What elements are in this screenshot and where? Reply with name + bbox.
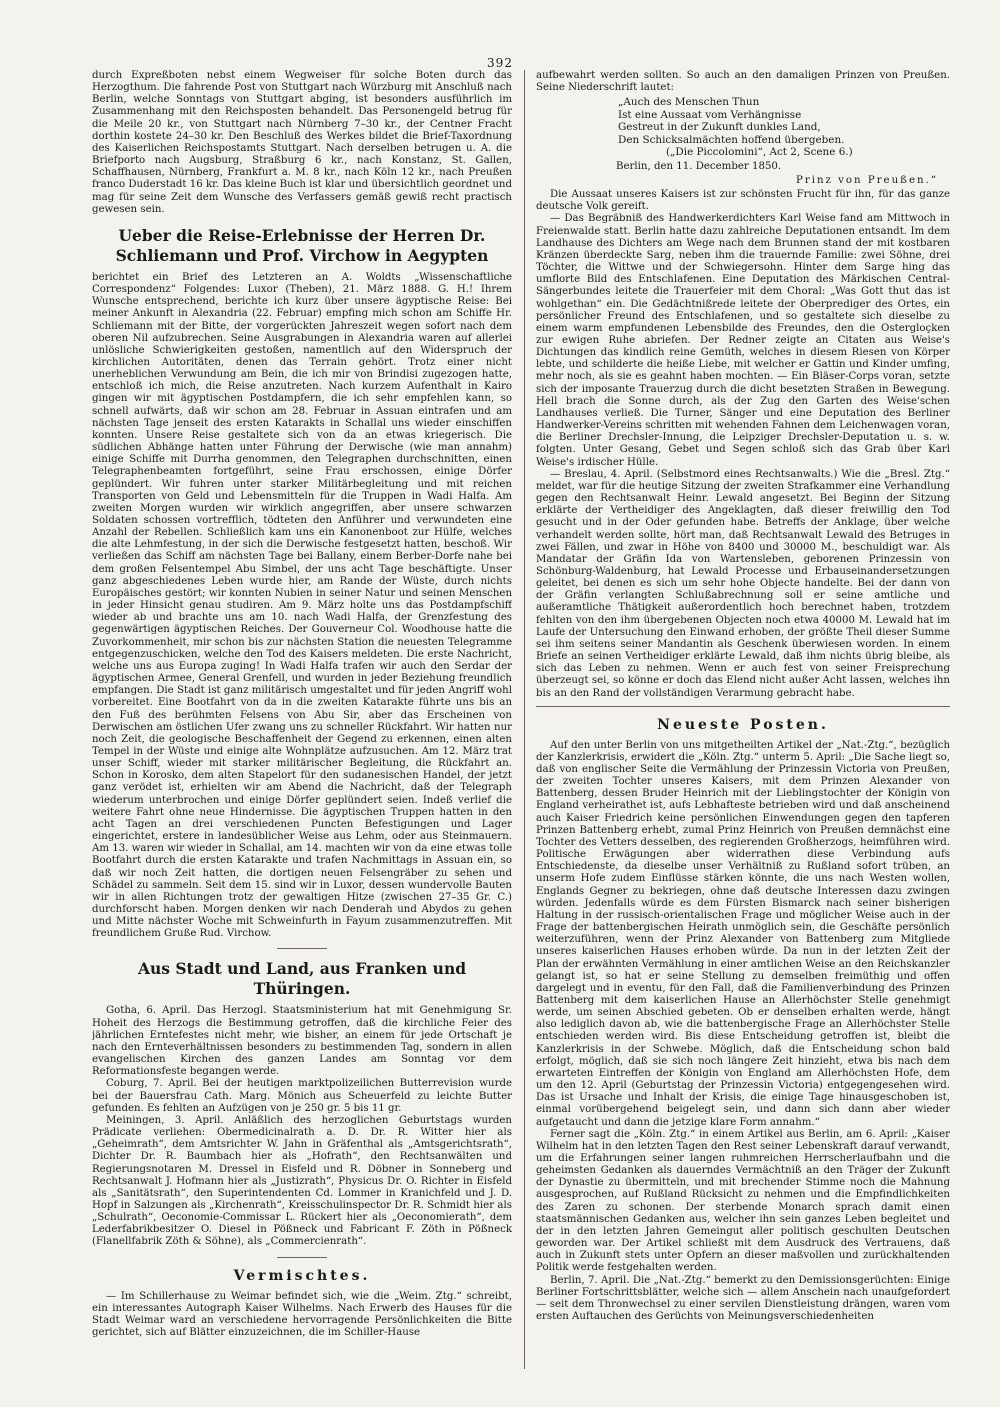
heading-schliemann-virchow: Ueber die Reise-Erlebnisse der Herren Dr. Schliemann und Prof. Virchow in Aegypten [115, 225, 489, 265]
verse-citation: („Die Piccolomini“, Act 2, Scene 6.) [666, 146, 853, 159]
news-schillerhaus: — Im Schillerhause zu Weimar befindet sich, wie die „Weim. Ztg.“ schreibt, ein interessantes Autograph Kaiser Wilhelms. Nach Erwerb des Hauses für die Stadt Weimar ward an verschiedene hervorragende Persönlichkeiten die Bitte gerichtet, sich auf Blätter einzuzeichnen, die im Schiller-Hause [92, 1290, 512, 1339]
news-weise-funeral: — Das Begräbniß des Handwerkerdichters Karl Weise fand am Mittwoch in Freienwalde statt. Berlin hatte dazu zahlreiche Deputationen entsandt. Im dem Landhause des Dichters am Wege nach dem Brunnen stand der mit kostbaren Kränzen überdeckte Sarg, neben ihm die trauernde Familie: zwei Söhne, drei Töchter, die Wittwe und der Schwiegersohn. Hinter dem Sarge hing das umflorte Bild des Entschlafenen. Eine Deputation des Märkischen Central-Sängerbundes leitete die Trauerfeier mit dem Choral: „Was Gott thut das ist wohlgethan“ ein. Die Gedächtnißrede leitete der Oberprediger des Ortes, ein persönlicher Freund des Entschlafenen, und so gestaltete sich dieselbe zu einem warm empfundenen Lebensbilde des Freundes, den die Ostergloçken zur ewigen Ruhe abriefen. Der Redner zeigte an Citaten aus Weise's Dichtungen das kindlich reine Gemüth, welches in diesem Riesen von Körper lebte, und schilderte die heiße Liebe, mit welcher er Gattin und Kinder umfing, mehr noch, als sie es geahnt haben mochten. — Ein Bläser-Corps voran, setzte sich der imposante Trauerzug durch die dicht besetzten Straßen in Bewegung. Hell brach die Sonne durch, als der Zug den Garten des Weise'schen Landhauses verließ. Die Turner, Sänger und eine Deputation des Berliner Handwerker-Vereins schritten mit wehenden Fahnen dem Leichenwagen voran, die Berliner Drechsler-Innung, die Leipziger Drechsler-Deputation u. s. w. folgten. Unter Gesang, Gebet und Segen schloß sich das Grab über Karl Weise's irdischer Hülle. [536, 213, 950, 468]
heading-stadt-und-land: Aus Stadt und Land, aus Franken und Thüringen. [137, 959, 467, 999]
section-divider [536, 706, 950, 707]
news-meiningen: Meiningen, 3. April. Anläßlich des herzoglichen Geburtstags wurden Prädicate verliehen: Obermedicinalrath a. D. Dr. R. Witter hier als „Geheimrath“, dem Amtsrichter W. Jahn in Gräfenthal als „Amtsgerichtsrath“, Dichter Dr. R. Baumbach hier als „Hofrath“, den Rechtsanwälten und Regierungsnotaren M. Dressel in Eisfeld und R. Döbner in Sonneberg und Rechtsanwalt J. Hofmann hier als „Justizrath“, Physicus Dr. O. Richter in Eisfeld als „Sanitätsrath“, den Superintendenten Cd. Lommer in Kranichfeld und J. D. Hopf in Salzungen als „Kirchenrath“, Kreisschulinspector Dr. R. Schmidt hier als „Schulrath“, Oeconomie-Commissar L. Rückert hier als „Oeconomierath“, dem Lederfabrikbesitzer O. Diesel in Pößneck und Fabricant F. Zöth in Pößneck (Flanellfabrik Zöth & Söhne), als „Commercienrath“. [92, 1114, 512, 1248]
news-berlin-april7: Berlin, 7. April. Die „Nat.-Ztg.“ bemerkt zu den Demissionsgerüchten: Einige Berliner Fortschrittsblätter, welche sich — allem Anschein nach unaufgefordert — seit dem Thronwechsel zu einer servilen Dienstleistung drängen, waren vom ersten Auftauchen des Gerüchts von Meinungsverschiedenheiten [536, 1274, 950, 1323]
aussaat-paragraph: Die Aussaat unseres Kaisers ist zur schönsten Frucht für ihn, für das ganze deutsche Volk gereift. [536, 189, 950, 213]
right-column [536, 70, 950, 1373]
news-gotha: Gotha, 6. April. Das Herzogl. Staatsministerium hat mit Genehmigung Sr. Hoheit des Herzogs die Bestimmung getroffen, daß die kirchliche Feier des jährlichen Erntefestes nicht mehr, wie bisher, an einem für jede Ortschaft je nach den Ernteverhältnissen besonders zu bestimmenden Tag, sondern in allen evangelischen Kirchen des ganzen Landes am Sonntag vor dem Reformationsfeste begangen werde. [92, 1005, 512, 1078]
section-divider [277, 948, 327, 949]
verse-quote [536, 96, 950, 159]
signature: Prinz von Preußen.“ [796, 174, 938, 186]
page-number: 392 [487, 56, 513, 70]
intro-paragraph: durch Expreßboten nebst einem Wegweiser für solche Boten durch das Herzogthum. Die fahrende Post von Stuttgart nach Würzburg mit Anschluß nach Berlin, welche Sonntags von Stuttgart abging, ist besonders ausführlich im Zusammenhang mit den Reichsposten behandelt. Das Personengeld betrug für die Meile 20 kr., von Stuttgart nach Nürnberg 7–30 kr., der Centner Fracht dorthin kostete 24–30 kr. Den Beschluß des Werkes bildet die Brief-Taxordnung des Kaiserlichen Reichspostamts Stuttgart. Nach derselben betrugen u. A. die Briefporto nach Augsburg, Straßburg 6 kr., nach Konstanz, St. Gallen, Schaffhausen, Nürnberg, Frankfurt a. M. 8 kr., nach Köln 12 kr., nach Preußen franco Duderstadt 16 kr. Das kleine Buch ist klar und übersichtlich geordnet und mag für seine Zeit dem Wunsche des Verfassers gemäß gewiß recht practisch gewesen sein. [92, 70, 512, 215]
article-virchow-letter: berichtet ein Brief des Letzteren an A. Woldts „Wissenschaftliche Correspondenz“ Folgendes: Luxor (Theben), 21. März 1888. G. H.! Ihrem Wunsche entsprechend, berichte ich kurz über unsere ägyptische Reise: Bei meiner Ankunft in Alexandria (22. Februar) empfing mich schon am Schiffe Hr. Schliemann mit der Bitte, der vorgerückten Jahreszeit wegen sofort nach dem oberen Nil aufzubrechen. Seine Ausgrabungen in Alexandria waren auf allerlei unlösliche Schwierigkeiten gestoßen, namentlich auf den Widerspruch der kirchlichen Autoritäten, denen das Terrain gehört. Trotz einer nicht unerheblichen Verwundung am Bein, die ich mir von Brindisi zugezogen hatte, entschloß ich mich, die Reise anzutreten. Nach kurzem Aufenthalt in Kairo gingen wir mit ägyptischen Postdampfern, die ich sehr empfehlen kann, so schnell aufwärts, daß wir schon am 28. Februar in Assuan eintrafen und am nächsten Tage jenseit des ersten Katarakts in Schallal uns wieder einschiffen konnten. Unsere Reise gestaltete sich von da an etwas kriegerisch. Die südlichen Abhänge hatten unter Führung der Derwische (wie man annahm) einige Schiffe mit Durrha genommen, den Telegraphen durchschnitten, einen Telegraphenbeamten fortgeführt, seine Frau erschossen, einige Dörfer geplündert. Wir fuhren unter starker Militärbegleitung und mit reichen Transporten von Geld und Lebensmitteln für die Truppen in Wadi Halfa. Am zweiten Morgen wurden wir wirklich angegriffen, aber unsere schwarzen Soldaten schossen vortrefflich, tödteten den Anführer und verwundeten eine Anzahl der Rebellen. Schließlich kam uns ein Kanonenboot zur Hülfe, welches die alte Lehmfestung, in der sich die Derwische festgesetzt hatten, beschoß. Wir verließen das Schiff am nächsten Tage bei Ballany, einem Berber-Dorfe nahe bei dem großen Felsentempel Abu Simbel, der uns acht Tage beschäftigte. Unser ganz abgeschiedenes Leben wurde hier, am Rande der Wüste, durch nichts Europäisches gestört; wir konnten Nubien in seiner Natur und seinen Menschen in jeder Hinsicht genau studiren. Am 9. März holte uns das Postdampfschiff wieder ab und brachte uns am 10. nach Wadi Halfa, der Grenzfestung des gegenwärtigen ägyptischen Reiches. Der Gouverneur Col. Woodhouse hatte die Zuvorkommenheit, mir schon bis zur nächsten Station die neuesten Telegramme entgegenzuschicken, welche den Tod des Kaisers meldeten. Die erste Nachricht, welche uns aus Europa zuging! In Wadi Halfa trafen wir auch den Serdar der ägyptischen Armee, General Grenfell, und wurden in jeder Beziehung freundlich empfangen. Die Stadt ist ganz militärisch umgestaltet und für jeden Angriff wohl vorbereitet. Eine Bootfahrt von da in die zweiten Katarakte führte uns bis an den Fuß des berühmten Felsens von Abu Sir, aber das Erscheinen von Derwischen am östlichen Ufer zwang uns zu schneller Rückfahrt. Wir hatten nur noch Zeit, die geologische Beschaffenheit der Gegend zu erkennen, einen alten Tempel in der Wüste und einige alte Wohnplätze aufzusuchen. Am 12. März trat unser Schiff, wieder mit starker militärischer Begleitung, die Rückfahrt an. Schon in Korosko, dem alten Stapelort für den sudanesischen Handel, der jetzt ganz verödet ist, erhielten wir am Abend die Nachricht, daß der Telegraph wiederum unterbrochen und einige Dörfer geplündert seien. Indeß verlief die weitere Fahrt ohne neue Hindernisse. Die ägyptischen Truppen hatten in den acht Tagen an drei verschiedenen Puncten Befestigungen und Lager eingerichtet, erstere in landesüblicher Weise aus Lehm, oder aus Steinmauern. Am 13. waren wir wieder in Schallal, am 14. machten wir von da eine etwas tolle Bootfahrt durch die ersten Katarakte und trafen Nachmittags in Assuan ein, so daß wir noch Zeit hatten, die dortigen neuen Felsengräber zu sehen und Schädel zu sammeln. Seit dem 15. sind wir in Luxor, dessen wundervolle Bauten wir in allen Richtungen trotz der gewaltigen Hitze (zwischen 27–35 Gr. C.) durchforscht haben. Morgen denken wir nach Denderah und Abydos zu gehen und Mitte nächster Woche mit Schweinfurth in Fayum zusammenzutreffen. Mit freundlichem Gruße Rud. Virchow. [92, 271, 512, 940]
verse-line: Ist eine Aussaat vom Verhängnisse [618, 108, 802, 121]
column-divider [524, 70, 525, 1369]
continued-paragraph: aufbewahrt werden sollten. So auch an den damaligen Prinzen von Preußen. Seine Niederschrift lautet: [536, 70, 950, 94]
verse-line: „Auch des Menschen Thun [618, 96, 760, 109]
news-koeln-ztg: Ferner sagt die „Köln. Ztg.“ in einem Artikel aus Berlin, am 6. April: „Kaiser Wilhelm hat in den letzten Tagen den Rest seiner Lebenskraft darauf verwandt, um die Erfahrungen seiner langen ruhmreichen Herrscherlaufbahn und die geheimsten Gedanken als dauerndes Vermächtniß an den Träger der Zukunft der Dynastie zu übermitteln, und mit brechender Stimme noch die Mahnung ausgesprochen, auf Rußland Rücksicht zu nehmen und die Empfindlichkeiten des Zaren zu schonen. Der sterbende Monarch sprach damit einen staatsmännischen Gedanken aus, welcher ihn sein ganzes Leben begleitet und der in den letzten Jahren Gemeingut aller politisch geschulten Deutschen geworden war. Der Artikel schließt mit dem Ausdruck des Vertrauens, daß auch in Zukunft stets unter Opfern an dieser maßvollen und zurückhaltenden Politik werde festgehalten werden. [536, 1128, 950, 1274]
news-breslau: — Breslau, 4. April. (Selbstmord eines Rechtsanwalts.) Wie die „Bresl. Ztg.“ meldet, war für die heutige Sitzung der zweiten Strafkammer eine Verhandlung gegen den Rechtsanwalt Heinr. Lewald angesetzt. Bei Beginn der Sitzung erklärte der Vertheidiger des Angeklagten, daß dieser freiwillig den Tod gesucht und in der Oder gefunden habe. Betreffs der Anklage, über welche verhandelt werden sollte, hört man, daß Rechtsanwalt Lewald des Betruges in zwei Fällen, und zwar in Höhe von 8400 und 30000 M., beschuldigt war. Als Mandatar der Gräfin Ida von Wartensleben, geborenen Prinzessin von Schönburg-Waldenburg, hat Lewald Processe und Erbauseinandersetzungen geleitet, bei denen es sich um sehr hohe Objecte handelte. Bei der dann von der Gräfin verlangten Schlußabrechnung soll er seine amtliche und außeramtliche Thätigkeit außerordentlich hoch berechnet haben, trotzdem fehlten von den ihm übergebenen Objecten noch etwa 40000 M. Lewald hat im Laufe der Untersuchung den Einwand erhoben, der größte Theil dieser Summe sei ihm seitens seiner Mandantin als Geschenk überwiesen worden. In einem Briefe an seinen Vertheidiger erklärte Lewald, daß ihm nichts übrig bleibe, als sich das Leben zu nehmen. Wenn er auch fest von seiner Freisprechung überzeugt sei, so könne er doch das Elend nicht außer Acht lassen, welches ihn bis an den Rand der vollständigen Verarmung gebracht habe. [536, 468, 950, 699]
news-coburg: Coburg, 7. April. Bei der heutigen marktpolizeilichen Butterrevision wurde bei der Bauersfrau Cath. Marg. Mönich aus Scheuerfeld zu leichte Butter gefunden. Es fehlten an Aufzügen von je 250 gr. 5 bis 11 gr. [92, 1078, 512, 1114]
section-divider [277, 1257, 327, 1258]
verse-line: Den Schicksalmächten hoffend übergeben. [618, 133, 845, 146]
left-column [92, 70, 512, 1373]
verse-line: Gestreut in der Zukunft dunkles Land, [618, 121, 821, 134]
news-kanzlerkrisis: Auf den unter Berlin von uns mitgetheilten Artikel der „Nat.-Ztg.“, bezüglich der Kanzlerkrisis, erwidert die „Köln. Ztg.“ unterm 5. April: „Die Sache liegt so, daß von englischer Seite die Vermählung der Prinzessin Victoria von Preußen, der zweiten Tochter unseres Kaisers, mit dem Prinzen Alexander von Battenberg, dessen Bruder Heinrich mit der Lieblingstochter der Königin von England verheirathet ist, aufs Lebhafteste betrieben wird und daß anscheinend auch Kaiser Friedrich keine persönlichen Einwendungen gegen den tapferen Prinzen Battenberg erhebt, zumal Prinz Heinrich von Preußen demnächst eine Tochter des Vetters desselben, des regierenden Großherzogs, heimführen wird. Politische Erwägungen aber widerrathen diese Verbindung aufs Entschiedenste, da dieselbe unser Verhältniß zu Rußland sofort trüben, an unserm Hofe zudem Einflüsse stärken könnte, die uns nach Westen wollen, Englands Gegner zu bekriegen, ohne daß deutsche Interessen dazu zwingen würden. Jedenfalls würde es dem Fürsten Bismarck nach seiner bisherigen Haltung in der russisch-orientalischen Frage und möglicher Weise auch in der Frage der battenbergischen Heirath unmöglich sein, die Geschäfte persönlich weiterzuführen, wenn der Prinz Alexander von Battenberg zum Mitgliede unseres kaiserlichen Hauses erhoben würde. Da nun in der letzten Zeit der Plan der erwähnten Vermählung in einer amtlichen Weise an den Reichskanzler gelangt ist, so hat er seine Stellung zu demselben freimüthig und offen dargelegt und in eventu, für den Fall, daß die Familienverbindung des Prinzen Battenberg mit dem kaiserlichen Hause an Allerhöchster Stelle genehmigt werde, um seinen Abschied gebeten. Ob er denselben erhalten werde, hängt also lediglich davon ab, wie die battenbergische Frage an Allerhöchster Stelle entschieden werden wird. Bis diese Entscheidung getroffen ist, bleibt die Kanzlerkrisis in der Schwebe. Möglich, daß die Entscheidung schon bald erfolgt, möglich, daß sie sich noch längere Zeit hinzieht, etwa bis nach dem erwarteten Eintreffen der Königin von England am Allerhöchsten Hofe, dem um den 12. April (Geburtstag der Prinzessin Victoria) entgegengesehen wird. Das ist Ursache und Inhalt der Krisis, die einige Tage hinausgeschoben ist, einmal vorübergehend beigelegt sein, und dann sich dann aber wieder aufgetaucht und dann die jetzige klare Form annahm.“ [536, 739, 950, 1128]
dateline: Berlin, den 11. December 1850. [616, 160, 782, 172]
heading-neueste-posten: Neueste Posten. [657, 716, 829, 733]
heading-vermischtes: Vermischtes. [233, 1267, 371, 1284]
